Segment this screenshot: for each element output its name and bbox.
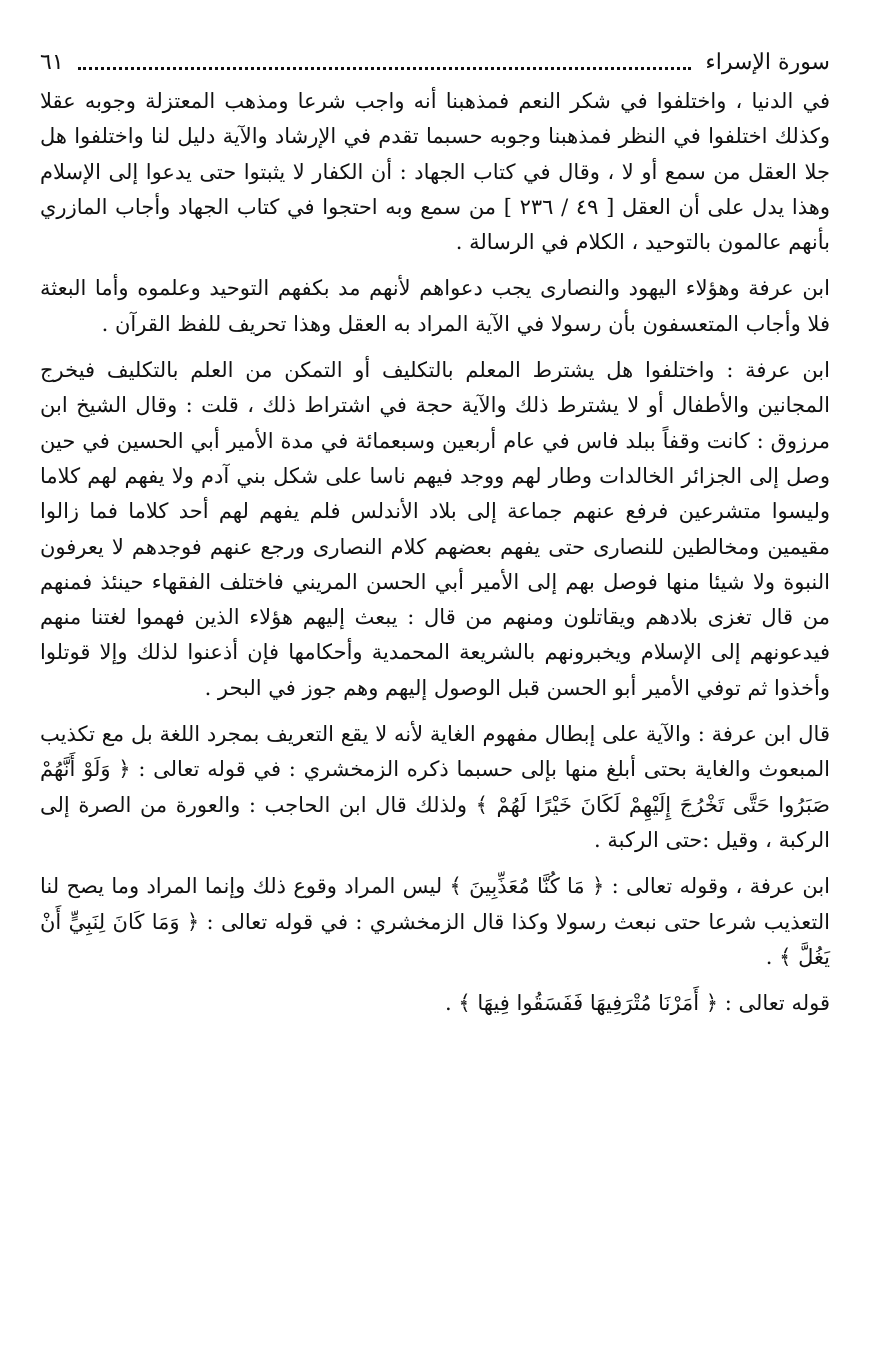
running-header [40, 36, 830, 78]
body-text [40, 84, 830, 1021]
surah-title: سورة الإسراء [705, 50, 830, 75]
dotted-leader [78, 67, 692, 70]
paragraph-6: قوله تعالى : ﴿ أَمَرْنَا مُتْرَفِيهَا فَفَسَقُوا فِيهَا ﴾ . [445, 991, 830, 1016]
paragraph-4: قال ابن عرفة : والآية على إبطال مفهوم الغاية لأنه لا يقع التعريف بمجرد اللغة بل مع تكذيب المبعوث والغاية بحتى أبلغ منها بإلى حسبما ذكره الزمخشري : في قوله تعالى : ﴿ وَلَوْ أَنَّهُمْ صَبَرُوا حَتَّى تَخْرُجَ إِلَيْهِمْ لَكَانَ خَيْرًا لَهُمْ ﴾ ولذلك قال ابن الحاجب : والعورة من الصرة إلى الركبة ، وقيل :حتى الركبة . [40, 722, 830, 852]
paragraph-5: ابن عرفة ، وقوله تعالى : ﴿ مَا كُنَّا مُعَذِّبِينَ ﴾ ليس المراد وقوع ذلك وإنما المراد وما يصح لنا التعذيب شرعا حتى نبعث رسولا وكذا قال الزمخشري : في قوله تعالى : ﴿ وَمَا كَانَ لِنَبِيٍّ أَنْ يَغُلَّ ﴾ . [40, 874, 830, 969]
paragraph-2: ابن عرفة وهؤلاء اليهود والنصارى يجب دعواهم لأنهم مد بكفهم التوحيد وعلموه وأما البعثة فلا وأجاب المتعسفون بأن رسولا في الآية المراد به العقل وهذا تحريف للفظ القرآن . [40, 276, 830, 336]
document-page [40, 36, 830, 1336]
paragraph-1: في الدنيا ، واختلفوا في شكر النعم فمذهبنا أنه واجب شرعا ومذهب المعتزلة وجوبه عقلا وكذلك اختلفوا في النظر فمذهبنا وجوبه حسبما تقدم في الإرشاد والآية دليل لنا واختلفوا هل جلا العقل من سمع أو لا ، وقال في كتاب الجهاد : أن الكفار لا يثبتوا حتى يدعوا إلى الإسلام وهذا يدل على أن العقل [ ٤٩ / ٢٣٦ ] من سمع وبه احتجوا في كتاب الجهاد وأجاب المازري بأنهم عالمون بالتوحيد ، الكلام في الرسالة . [40, 89, 831, 255]
page-number: ٦١ [40, 50, 64, 75]
paragraph-3: ابن عرفة : واختلفوا هل يشترط المعلم بالتكليف أو التمكن من العلم بالتكليف فيخرج المجانين والأطفال أو لا يشترط ذلك والآية حجة في اشتراط ذلك ، قلت : وقال الشيخ ابن مرزوق : كانت وقفاً ببلد فاس في عام أربعين وسبعمائة في مدة الأمير أبي الحسين في حين وصل إلى الجزائر الخالدات وطار لهم ووجد فيهم ناسا على شكل بني آدم ولا يفهم لهم كلاما وليسوا متشرعين فرفع عنهم جماعة إلى بلاد الأندلس فلم يفهم لهم أحد كلاما فما زالوا مقيمين ومخالطين للنصارى حتى يفهم بعضهم كلام النصارى ورجع عنهم فوجدهم لا يعرفون النبوة ولا شيئا منها فوصل بهم إلى الأمير أبي الحسن المريني فاختلف الفقهاء حينئذ فمنهم من قال تغزى بلادهم ويقاتلون ومنهم من قال : يبعث إليهم هؤلاء الذين فهموا لغتنا منهم فيدعونهم إلى الإسلام ويخبرونهم بالشريعة المحمدية وأحكامها فإن أذعنوا لذلك وإلا قوتلوا وأخذوا ثم توفي الأمير أبو الحسن قبل الوصول إليهم وهم جوز في البحر . [40, 358, 830, 700]
